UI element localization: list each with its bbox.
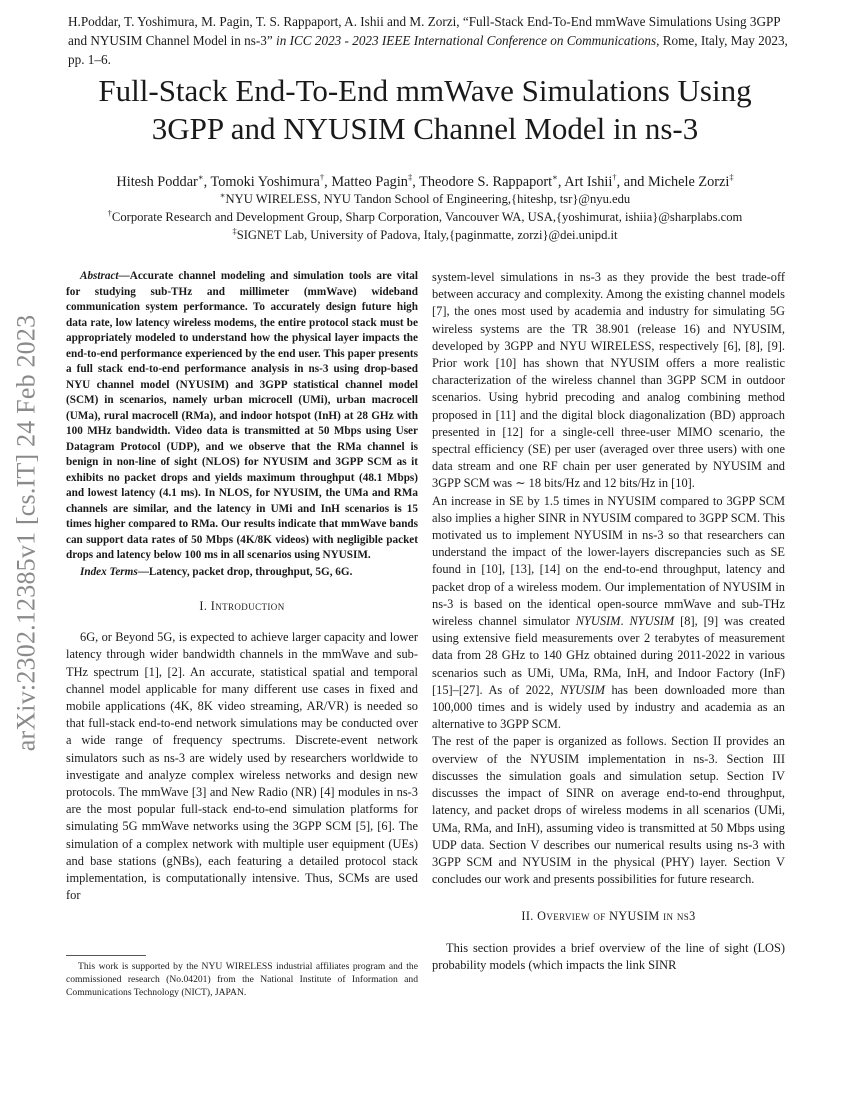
author-mark: ‡ [729, 172, 734, 182]
body-paragraph-overview: This section provides a brief overview of the line of sight (LOS) probability models (which impacts the link SINR [432, 940, 785, 972]
author-name: Matteo Pagin [331, 173, 408, 190]
affiliation-mark: ∗ [219, 190, 226, 200]
author-name: Hitesh Poddar [116, 173, 198, 190]
author-mark: † [319, 172, 325, 182]
text-run: An increase in SE by 1.5 times in NYUSIM compared to 3GPP SCM also implies a higher SINR in NYUSIM compared to 3GPP SCM. This motivated us to implement NYUSIM in ns-3 so that researchers can understand the impact of the lower-layers discrepancies such as SE found in [10], [13], [14] on the end-to-end throughput, latency and packet drop of a wireless modem. Our implementation of NYUSIM in ns-3 is based on the identical open-source mmWave and sub-THz wireless channel simulator [432, 493, 785, 629]
left-column [66, 269, 418, 904]
text-run: has been downloaded more than 100,000 times and is widely used by industry and academia as an alternative to 3GPP SCM. [432, 682, 785, 732]
citation-title: “Full-Stack End-To-End mmWave Simulations Using 3GPP and NYUSIM Channel Model in ns-3” [68, 14, 781, 48]
citation-location: Rome, Italy, May 2023, pp. 1–6. [68, 33, 788, 67]
index-terms-text: —Latency, packet drop, throughput, 5G, 6G. [137, 565, 353, 578]
text-run: . [620, 614, 630, 629]
index-terms [66, 565, 418, 581]
text-run: [8], [9] was created using extensive field measurements over 2 terabytes of measurement data from 28 GHz to 140 GHz obtained during 2011-2022 in various scenarios such as UMi, UMa, RMa, InH, and Indoor Factory (InF) [15]–[27]. As of 2022, [432, 614, 785, 697]
affiliation-text: NYU WIRELESS, NYU Tandon School of Engineering,{hiteshp, tsr}@nyu.edu [225, 192, 631, 207]
author-list: Hitesh Poddar∗, Tomoki Yoshimura†, Matteo Pagin‡, Theodore S. Rappaport∗, Art Ishii†, and Michele Zorzi‡ [116, 172, 734, 190]
author-mark: † [612, 172, 617, 182]
author-name: Theodore S. Rappaport [419, 173, 553, 190]
citation-authors: H.Poddar, T. Yoshimura, M. Pagin, T. S. Rappaport, A. Ishii and M. Zorzi, [68, 14, 460, 29]
author-mark: ∗ [552, 172, 558, 182]
section-heading-overview: II. Overview of NYUSIM in ns3 [521, 909, 696, 924]
affiliation-text: Corporate Research and Development Group, Sharp Corporation, Vancouver WA, USA,{yoshimurat, ishiia}@sharplabs.com [111, 210, 743, 225]
arxiv-identifier: arXiv:2302.12385v1 [cs.IT] 24 Feb 2023 [11, 314, 41, 751]
index-terms-label: Index Terms [80, 565, 138, 578]
arxiv-stamp [0, 305, 52, 760]
abstract [66, 269, 418, 564]
affiliation-signet [20, 222, 830, 244]
footnote-divider [66, 955, 146, 956]
author-name: and Michele Zorzi [623, 173, 730, 190]
paper-title-line-1: Full-Stack End-To-End mmWave Simulations Using [98, 73, 752, 108]
abstract-label: Abstract [80, 270, 119, 282]
paper-title-line-2: 3GPP and NYUSIM Channel Model in ns-3 [151, 111, 699, 146]
section-heading-introduction: I. Introduction [199, 599, 285, 613]
introduction-paragraph: 6G, or Beyond 5G, is expected to achieve larger capacity and lower latency through wider bandwidth channels in the mmWave and sub-THz spectrum [1], [2]. An accurate, statistical spatial and temporal channel model applicable for many different use cases in fixed and mobile applications (4K, 8K video streaming, AR/VR) is needed so that full-stack end-to-end network simulations may be conducted over a wide range of frequency spectrums. Discrete-event network simulators such as ns-3 are widely used by researchers worldwide to investigate and analyze complex wireless networks and design new protocols. The mmWave [3] and New Radio (NR) [4] modules in ns-3 are the most popular full-stack end-to-end simulation platforms for simulating 5G mmWave networks using the 3GPP SCM [5], [6]. The simulation of a complex network with multiple user equipment (UEs) and base stations (gNBs), each featuring a detailed protocol stack implementation, is computationally intensive. Thus, SCMs are used for [66, 630, 418, 903]
citation-venue: in ICC 2023 - 2023 IEEE International Conference on Communications, [276, 33, 660, 48]
author-name: Tomoki Yoshimura [210, 173, 320, 190]
right-column [432, 269, 785, 974]
body-paragraph: system-level simulations in ns-3 as they provide the best trade-off between accuracy and complexity. Among the existing channel models [7], the ones most used by academia and industry for simulating 5G wireless systems are the TR 38.901 (release 16) and NYUSIM, developed by 3GPP and NYU WIRELESS, respectively [6], [8], [9]. Prior work [10] has shown that NYUSIM offers a more realistic characterization of the wireless channel than 3GPP SCM in outdoor scenarios. Using hybrid precoding and analog combining method proposed in [11] and the digital block diagonalization (BD) approach presented in [12] for a single-cell three-user MIMO scenario, the spectral efficiency (SE) per user (averaged over three users) with one data stream and one RF chain per user generated by NYUSIM and 3GPP SCM was ∼ 18 bits/Hz and 12 bits/Hz in [10]. [432, 270, 785, 491]
author-name: Art Ishii [564, 173, 613, 190]
paper-title [40, 72, 810, 148]
abstract-text: —Accurate channel modeling and simulation tools are vital for studying sub-THz and millimeter (mmWave) wideband communication system performance. To accurately design future high data rate, low latency wireless modems, the entire protocol stack must be appropriately modeled to understand how the physical layer impacts the end-to-end performance experienced by the end user. This paper presents a full stack end-to-end performance analysis in ns-3 using drop-based NYU channel model (NYUSIM) and 3GPP statistical channel model (SCM) in scenarios, namely urban microcell (UMi), urban macrocell (UMa), rural macrocell (RMa), and indoor hotspot (InH) at 28 GHz with 100 MHz bandwidth. Video data is transmitted at 50 Mbps using User Datagram Protocol (UDP), and we observe that the RMa channel is benign in non-line of sight (NLOS) for NYUSIM and 3GPP SCM as it exhibits no packet drops and yields maximum throughput (48.1 Mbps) and lowest latency (4.1 ms). In NLOS, for NYUSIM, the UMa and RMa channels are similar, and the latency in UMi and InH scenarios is 15 times higher compared to RMa. Our results indicate that mmWave bands can support data rates of 50 Mbps (4K/8K videos) with negligible packet drops and latency below 100 ms in all scenarios using NYUSIM. [66, 270, 418, 561]
author-mark: ‡ [407, 172, 413, 182]
italic-run: NYUSIM [575, 614, 621, 629]
italic-run: NYUSIM [560, 682, 605, 697]
footnote-funding: This work is supported by the NYU WIRELESS industrial affiliates program and the commissioned research (No.04201) from the National Institute of Information and Communications Technology (NICT), JAPAN. [66, 961, 418, 998]
affiliation-mark: † [107, 208, 112, 218]
affiliation-mark: ‡ [232, 226, 237, 236]
affiliation-text: SIGNET Lab, University of Padova, Italy,{paginmatte, zorzi}@dei.unipd.it [236, 228, 618, 243]
italic-run: NYUSIM [629, 614, 675, 629]
body-paragraph-organization: The rest of the paper is organized as follows. Section II provides an overview of the NYUSIM implementation in ns-3. Section III discusses the simulation goals and simulation setup. Section IV discusses the impact of SINR on average end-to-end throughput, latency, and packet drops of wireless modems in all scenarios (UMi, UMa, RMa, and InH), assuming video is transmitted at 50 Mbps using UDP data. Section V describes our numerical results using ns-3 with 3GPP SCM and NYUSIM in the physical (PHY) layer. Section V concludes our work and presents possibilities for future research. [432, 734, 785, 887]
body-paragraph-nyusim [432, 493, 785, 734]
author-mark: ∗ [197, 172, 204, 182]
citation-header [68, 12, 788, 69]
